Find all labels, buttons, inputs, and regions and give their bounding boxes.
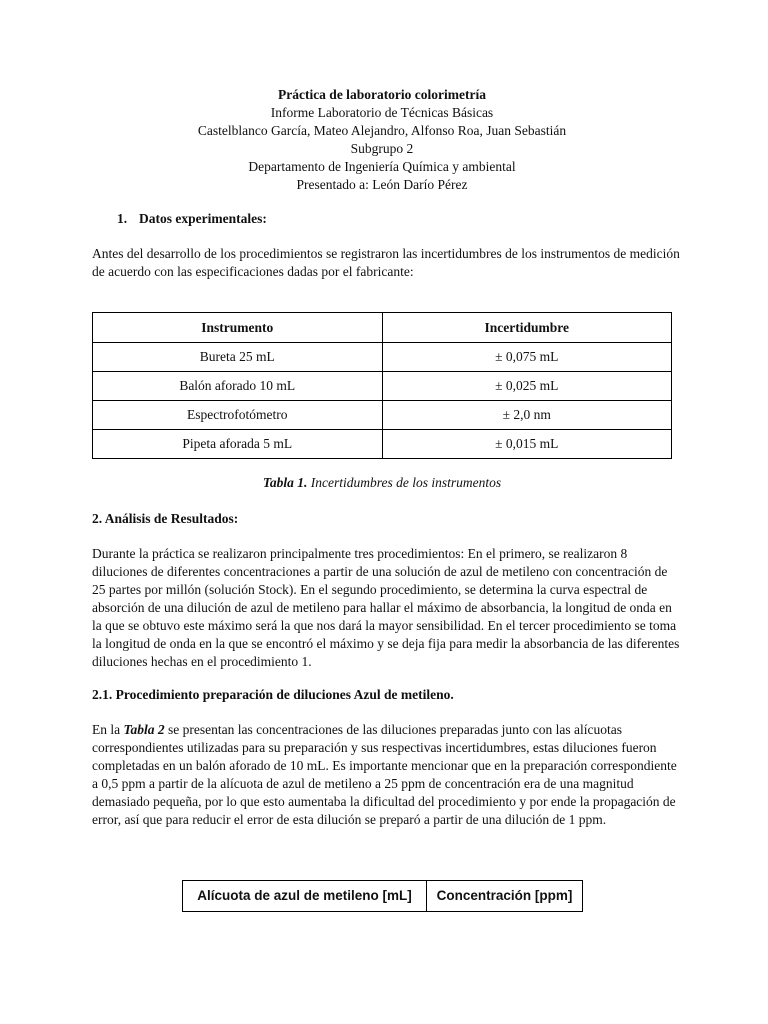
table-cell: Balón aforado 10 mL [93, 372, 383, 401]
table-row [93, 401, 672, 430]
table-1-caption-text: Incertidumbres de los instrumentos [310, 475, 502, 490]
table-row [93, 343, 672, 372]
table-row [93, 430, 672, 459]
table-cell: Espectrofotómetro [93, 401, 383, 430]
section-1-number: 1. [117, 211, 128, 226]
section-2-paragraph: Durante la práctica se realizaron principalmente tres procedimientos: En el primero, se realizaron 8 diluciones de diferentes concentraciones a partir de una solución de azul de metileno con concentración de 25 partes por millón (solución Stock). En el segundo procedimiento, se determina la curva espectral de absorción de una dilución de azul de metileno para hallar el máximo de absorbancia, la longitud de onda en la que se obtuvo este máximo será la que nos dará la mayor sensibilidad. En el tercer procedimiento se toma la longitud de onda en la que se encontró el máximo y se deja fija para medir la absorbancia de las diferentes diluciones hechas en el procedimiento 1. [92, 546, 680, 669]
section-2-1-paragraph [92, 721, 682, 829]
table-header-row [183, 881, 583, 912]
table-cell: Pipeta aforada 5 mL [93, 430, 383, 459]
table-cell: ± 0,015 mL [382, 430, 672, 459]
table-header-cell: Concentración [ppm] [427, 881, 583, 912]
table-header-row [93, 313, 672, 343]
instrument-uncertainty-table [92, 312, 672, 459]
table-row [93, 372, 672, 401]
table-header-cell: Incertidumbre [382, 313, 672, 343]
paragraph-prefix: En la [92, 722, 124, 737]
table-header-cell: Alícuota de azul de metileno [mL] [183, 881, 427, 912]
section-1-title: Datos experimentales: [139, 211, 267, 226]
table-cell: ± 2,0 nm [382, 401, 672, 430]
section-1-intro: Antes del desarrollo de los procedimientos se registraron las incertidumbres de los instrumentos de medición de acuerdo con las especificaciones dadas por el fabricante: [92, 246, 680, 279]
table-cell: ± 0,025 mL [382, 372, 672, 401]
document-header [92, 86, 672, 194]
section-2-heading: 2. Análisis de Resultados: [92, 511, 239, 526]
authors: Castelblanco García, Mateo Alejandro, Alfonso Roa, Juan Sebastián [197, 123, 567, 138]
paragraph-body: se presentan las concentraciones de las diluciones preparadas junto con las alícuotas correspondientes utilizadas para su preparación y sus respectivas incertidumbres, estas diluciones fueron completadas en un balón aforado de 10 mL. Es importante mencionar que en la preparación correspondiente a 0,5 ppm a partir de la alícuota de azul de metileno a 25 ppm de concentración era de una magnitud demasiado pequeña, por lo que esto aumentaba la dificultad del procedimiento y por ende la propagación de error, así que para reducir el error de esta dilución se preparó a partir de una dilución de 1 ppm. [92, 722, 677, 827]
document-subtitle: Informe Laboratorio de Técnicas Básicas [270, 105, 494, 120]
table-1-caption [92, 474, 672, 492]
table-header-cell: Instrumento [93, 313, 383, 343]
document-title: Práctica de laboratorio colorimetría [277, 87, 487, 102]
subgroup: Subgrupo 2 [350, 141, 414, 156]
table-cell: ± 0,075 mL [382, 343, 672, 372]
dilutions-table [182, 880, 583, 912]
table-1-caption-label: Tabla 1. [262, 475, 308, 490]
section-2-1-heading: 2.1. Procedimiento preparación de diluciones Azul de metileno. [92, 687, 454, 702]
table-2-reference: Tabla 2 [123, 722, 165, 737]
section-1-heading [117, 210, 267, 228]
department: Departamento de Ingeniería Química y ambiental [248, 159, 516, 174]
presented-to: Presentado a: León Darío Pérez [296, 177, 468, 192]
table-cell: Bureta 25 mL [93, 343, 383, 372]
